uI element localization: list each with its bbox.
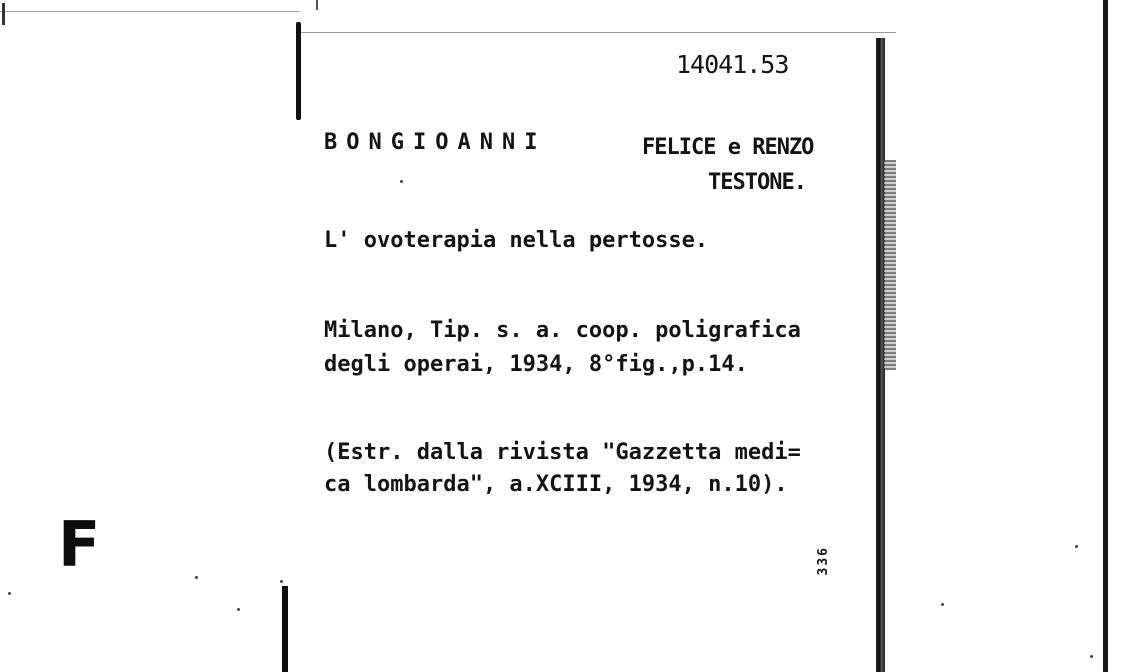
speck <box>8 592 11 595</box>
card-right-edge-texture <box>884 160 896 370</box>
speck <box>1090 655 1093 658</box>
speck <box>1075 545 1078 548</box>
co-author-surname: TESTONE. <box>708 170 806 195</box>
scan-top-edge <box>0 11 300 12</box>
call-number: 14041.53 <box>676 50 789 79</box>
speck <box>400 180 403 183</box>
speck <box>195 576 198 579</box>
work-title: L' ovoterapia nella pertosse. <box>324 228 709 253</box>
speck <box>280 580 283 583</box>
note-line-2: ca lombarda", a.XCIII, 1934, n.10). <box>324 472 788 497</box>
card-left-edge-top <box>296 22 301 120</box>
scan-top-tick <box>316 0 318 10</box>
stamp-number: 336 <box>816 546 831 576</box>
speck <box>237 608 240 611</box>
note-line-1: (Estr. dalla rivista "Gazzetta medi= <box>324 440 801 465</box>
imprint-line-2: degli operai, 1934, 8°fig.,p.14. <box>324 352 748 377</box>
drawer-letter: F <box>58 508 101 581</box>
card-left-edge-bottom <box>282 586 288 672</box>
speck <box>941 603 944 606</box>
scan-right-border <box>1103 0 1108 672</box>
imprint-line-1: Milano, Tip. s. a. coop. poligrafica <box>324 318 801 343</box>
card-top-edge <box>300 32 896 33</box>
scan-left-mark <box>2 3 5 25</box>
author-surname: BONGIOANNI <box>324 130 547 155</box>
author-names: FELICE e RENZO <box>642 135 814 160</box>
